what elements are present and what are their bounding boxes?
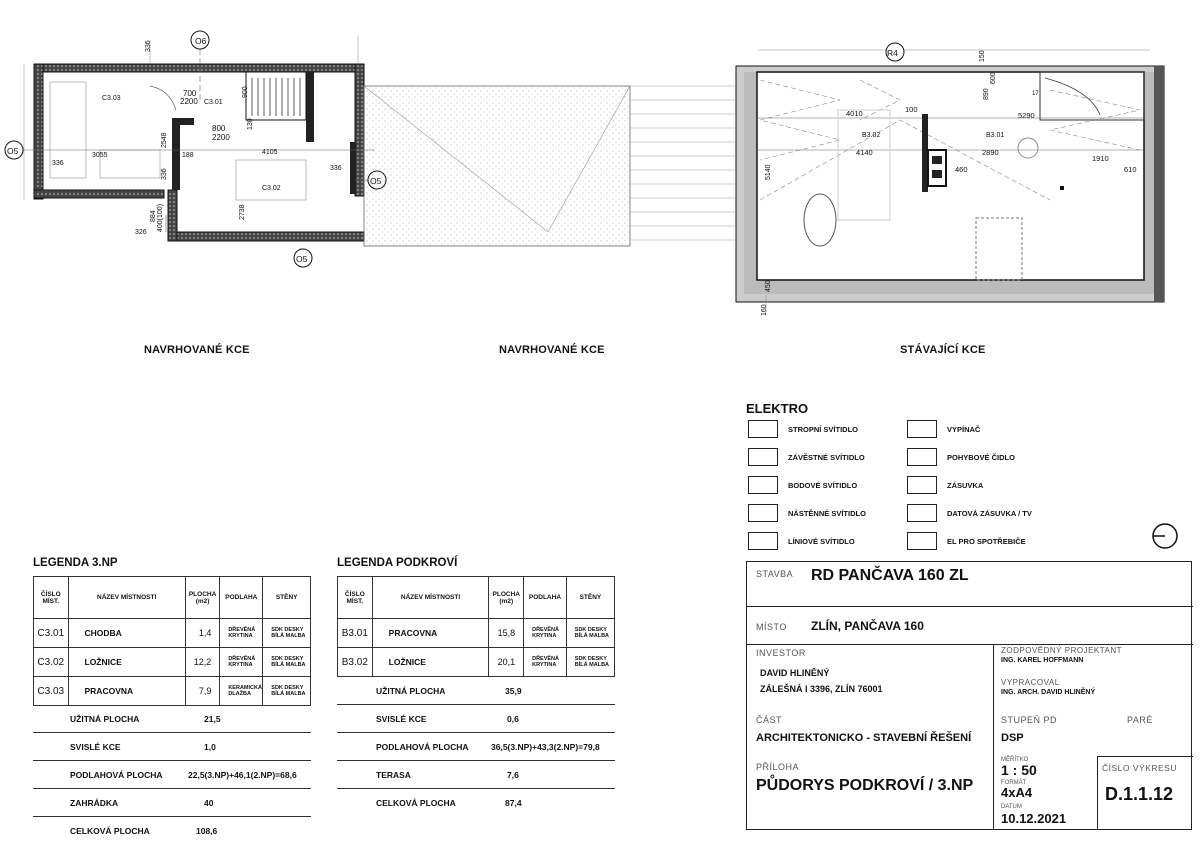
symbol-box: [748, 532, 778, 550]
plan-podkrovi: [736, 43, 1164, 312]
format-value: 4xA4: [1001, 785, 1033, 800]
summary-name: ZAHRÁDKA: [70, 798, 119, 808]
header-area: PLOCHA (m2): [489, 577, 524, 619]
title-block: [746, 561, 1192, 830]
room-c301: C3.01: [204, 99, 223, 106]
dim-1910: 1910: [1092, 154, 1109, 163]
cell-num: C3.01: [34, 619, 69, 648]
cell-name: PRACOVNA: [68, 677, 185, 706]
stupen-label: STUPEŇ PD: [1001, 715, 1058, 725]
cislo-value: D.1.1.12: [1105, 784, 1174, 804]
symbol-box: [748, 420, 778, 438]
dim-130: 130: [247, 118, 254, 130]
floor-plans-drawing: [0, 0, 1200, 330]
investor-name: DAVID HLINĚNÝ: [760, 668, 830, 678]
elektro-label: DATOVÁ ZÁSUVKA / TV: [947, 509, 1032, 518]
header-floor: PODLAHA: [220, 577, 263, 619]
projektant-label: ZODPOVĚDNÝ PROJEKTANT: [1001, 646, 1123, 655]
priloha-value: PŮDORYS PODKROVÍ / 3.NP: [756, 777, 974, 794]
summary-row: [33, 788, 311, 817]
table-row: [34, 677, 311, 706]
elektro-label: LÍNIOVÉ SVÍTIDLO: [788, 537, 855, 546]
room-b301: B3.01: [986, 132, 1005, 139]
investor-address: ZÁLEŠNÁ I 3396, ZLÍN 76001: [760, 684, 883, 694]
priloha-label: PŘÍLOHA: [756, 762, 800, 772]
elektro-label: NÁSTĚNNÉ SVÍTIDLO: [788, 509, 866, 518]
symbol-box: [748, 448, 778, 466]
cell-name: PRACOVNA: [372, 619, 489, 648]
elektro-item: [748, 476, 898, 496]
vypracoval-label: VYPRACOVAL: [1001, 678, 1060, 687]
dim-17: 17: [1032, 91, 1039, 97]
dim-600: 600: [990, 72, 997, 84]
elektro-item: [907, 504, 1057, 524]
dim-3055: 3055: [92, 152, 108, 159]
symbol-box: [748, 476, 778, 494]
symbol-box: [748, 504, 778, 522]
symbol-box: [907, 420, 937, 438]
dim-100: 100: [905, 105, 918, 114]
cell-walls: SDK DESKY BÍLÁ MALBA: [263, 619, 311, 648]
table-row: [34, 619, 311, 648]
cell-walls: SDK DESKY BÍLÁ MALBA: [566, 648, 614, 677]
cell-area: 1,4: [185, 619, 220, 648]
header-walls: STĚNY: [566, 577, 614, 619]
header-num: ČÍSLO MÍST.: [338, 577, 373, 619]
summary-name: UŽITNÁ PLOCHA: [70, 714, 140, 724]
plan-3np: [5, 31, 386, 267]
elektro-item: [907, 448, 1057, 468]
symbol-box: [907, 448, 937, 466]
north-arrow-icon: [1150, 521, 1180, 551]
summary-name: PODLAHOVÁ PLOCHA: [376, 742, 469, 752]
summary-row: [337, 704, 615, 733]
datum-value: 10.12.2021: [1001, 811, 1067, 826]
cell-area: 15,8: [489, 619, 524, 648]
table-row: [338, 648, 615, 677]
divider: [1097, 756, 1193, 757]
header-walls: STĚNY: [263, 577, 311, 619]
elektro-label: VYPÍNAČ: [947, 425, 981, 434]
summary-value: 36,5(3.NP)+43,3(2.NP)=79,8: [491, 742, 600, 752]
summary-value: 87,4: [505, 798, 522, 808]
dim-610: 610: [1124, 165, 1137, 174]
table-row: [34, 648, 311, 677]
dim-336-left: 336: [52, 160, 64, 167]
table-row: [338, 619, 615, 648]
divider: [1097, 756, 1098, 830]
dim-336-right: 336: [330, 165, 342, 172]
divider: [747, 606, 1193, 607]
summary-name: CELKOVÁ PLOCHA: [70, 826, 150, 836]
dim-5140: 5140: [765, 164, 772, 180]
dim-700: 700: [183, 89, 197, 98]
summary-row: [337, 760, 615, 789]
room-c302: C3.02: [262, 185, 281, 192]
axis-r4: R4: [887, 48, 898, 58]
elektro-label: ZÁVĚSTNÉ SVÍTIDLO: [788, 453, 865, 462]
summary-value: 22,5(3.NP)+46,1(2.NP)=68,6: [188, 770, 297, 780]
axis-o5-left: O5: [7, 146, 19, 156]
elektro-label: STROPNÍ SVÍTIDLO: [788, 425, 859, 434]
symbol-box: [907, 476, 937, 494]
elektro-title: ELEKTRO: [746, 401, 809, 416]
elektro-item: [907, 476, 1057, 496]
cell-floor: DŘEVĚNÁ KRYTINA: [220, 619, 263, 648]
cell-name: LOŽNICE: [68, 648, 185, 677]
summary-value: 35,9: [505, 686, 522, 696]
cislo-label: ČÍSLO VÝKRESU: [1102, 763, 1177, 773]
investor-label: INVESTOR: [756, 648, 806, 658]
cell-area: 7,9: [185, 677, 220, 706]
dim-2738: 2738: [239, 204, 246, 220]
dim-4105: 4105: [262, 149, 278, 156]
elektro-item: [907, 532, 1057, 552]
symbol-box: [907, 532, 937, 550]
divider: [993, 644, 994, 830]
dim-4010: 4010: [846, 109, 863, 118]
summary-row: [33, 732, 311, 761]
summary-name: CELKOVÁ PLOCHA: [376, 798, 456, 808]
header-floor: PODLAHA: [524, 577, 567, 619]
header-area: PLOCHA (m2): [185, 577, 220, 619]
header-name: NÁZEV MÍSTNOSTI: [68, 577, 185, 619]
cell-walls: SDK DESKY BÍLÁ MALBA: [566, 619, 614, 648]
meritko-value: 1 : 50: [1001, 762, 1037, 778]
dim-5290: 5290: [1018, 111, 1035, 120]
dim-890: 890: [983, 88, 990, 100]
legend-3np-table: [33, 576, 311, 706]
elektro-label: ZÁSUVKA: [947, 481, 984, 490]
summary-value: 0,6: [507, 714, 519, 724]
summary-row: [337, 676, 615, 705]
cell-name: CHODBA: [68, 619, 185, 648]
dim-4140: 4140: [856, 148, 873, 157]
dim-326: 326: [135, 229, 147, 236]
dim-160: 160: [761, 304, 768, 316]
dim-336-small: 336: [161, 168, 168, 180]
header-num: ČÍSLO MÍST.: [34, 577, 69, 619]
elektro-label: POHYBOVÉ ČIDLO: [947, 453, 1015, 462]
dim-188: 188: [182, 152, 194, 159]
format-label: FORMÁT: [1001, 780, 1027, 786]
cast-value: ARCHITEKTONICKO - STAVEBNÍ ŘEŠENÍ: [756, 732, 972, 744]
projektant-value: ING. KAREL HOFFMANN: [1001, 657, 1084, 664]
cell-area: 20,1: [489, 648, 524, 677]
legend-podkrovi-title: LEGENDA PODKROVÍ: [337, 557, 458, 569]
meritko-label: MĚŘÍTKO: [1001, 757, 1029, 763]
cell-num: C3.02: [34, 648, 69, 677]
plan-garden: [364, 86, 735, 246]
dim-460: 460: [955, 165, 968, 174]
cell-area: 12,2: [185, 648, 220, 677]
divider: [747, 644, 1193, 645]
misto-label: MÍSTO: [756, 622, 787, 632]
cell-walls: SDK DESKY BÍLÁ MALBA: [263, 648, 311, 677]
elektro-item: [748, 504, 898, 524]
vypracoval-value: ING. ARCH. DAVID HLINĚNÝ: [1001, 689, 1096, 696]
room-c303: C3.03: [102, 95, 121, 102]
cell-num: C3.03: [34, 677, 69, 706]
summary-row: [337, 732, 615, 761]
plan-label-middle: NAVRHOVANÉ KCE: [499, 344, 605, 356]
header-name: NÁZEV MÍSTNOSTI: [372, 577, 489, 619]
dim-800: 800: [212, 124, 226, 133]
cell-floor: KERAMICKÁ DLAŽBA: [220, 677, 263, 706]
legend-podkrovi-table: [337, 576, 615, 677]
axis-o5-bottom: O5: [296, 254, 308, 264]
axis-o6: O6: [195, 36, 207, 46]
dim-450: 450: [765, 280, 772, 292]
pare-label: PARÉ: [1127, 715, 1153, 725]
dim-150: 150: [979, 50, 986, 62]
dim-2200-a: 2200: [180, 97, 198, 106]
elektro-item: [748, 532, 898, 552]
stupen-value: DSP: [1001, 732, 1024, 744]
elektro-item: [907, 420, 1057, 440]
plan-label-left: NAVRHOVANÉ KCE: [144, 344, 250, 356]
stavba-label: STAVBA: [756, 569, 794, 579]
summary-name: TERASA: [376, 770, 411, 780]
dim-400: 400(100): [157, 203, 164, 232]
cell-num: B3.01: [338, 619, 373, 648]
dim-336-top: 336: [145, 40, 152, 52]
plan-label-right: STÁVAJÍCÍ KCE: [900, 344, 986, 356]
cell-name: LOŽNICE: [372, 648, 489, 677]
summary-name: SVISLÉ KCE: [70, 742, 121, 752]
summary-value: 1,0: [204, 742, 216, 752]
elektro-label: EL PRO SPOTŘEBIČE: [947, 537, 1026, 546]
stavba-value: RD PANČAVA 160 ZL: [811, 567, 969, 584]
elektro-item: [748, 420, 898, 440]
elektro-label: BODOVÉ SVÍTIDLO: [788, 481, 858, 490]
symbol-box: [907, 504, 937, 522]
summary-value: 7,6: [507, 770, 519, 780]
summary-name: UŽITNÁ PLOCHA: [376, 686, 446, 696]
summary-row: [337, 788, 615, 816]
dim-900: 900: [242, 86, 249, 98]
cast-label: ČÁST: [756, 715, 783, 725]
summary-value: 21,5: [204, 714, 221, 724]
dim-2200-b: 2200: [212, 133, 230, 142]
legend-3np-title: LEGENDA 3.NP: [33, 557, 118, 569]
cell-floor: DŘEVĚNÁ KRYTINA: [524, 619, 567, 648]
dim-2548: 2548: [161, 132, 168, 148]
summary-name: PODLAHOVÁ PLOCHA: [70, 770, 163, 780]
summary-row: [33, 704, 311, 733]
dim-2890: 2890: [982, 148, 999, 157]
datum-label: DATUM: [1001, 804, 1022, 810]
summary-value: 108,6: [196, 826, 218, 836]
summary-row: [33, 760, 311, 789]
summary-value: 40: [204, 798, 214, 808]
room-b302: B3.02: [862, 132, 881, 139]
misto-value: ZLÍN, PANČAVA 160: [811, 619, 924, 633]
cell-floor: DŘEVĚNÁ KRYTINA: [524, 648, 567, 677]
elektro-item: [748, 448, 898, 468]
summary-row: [33, 816, 311, 844]
dim-884: 884: [150, 210, 157, 222]
cell-floor: DŘEVĚNÁ KRYTINA: [220, 648, 263, 677]
cell-walls: SDK DESKY BÍLÁ MALBA: [263, 677, 311, 706]
summary-name: SVISLÉ KCE: [376, 714, 427, 724]
cell-num: B3.02: [338, 648, 373, 677]
